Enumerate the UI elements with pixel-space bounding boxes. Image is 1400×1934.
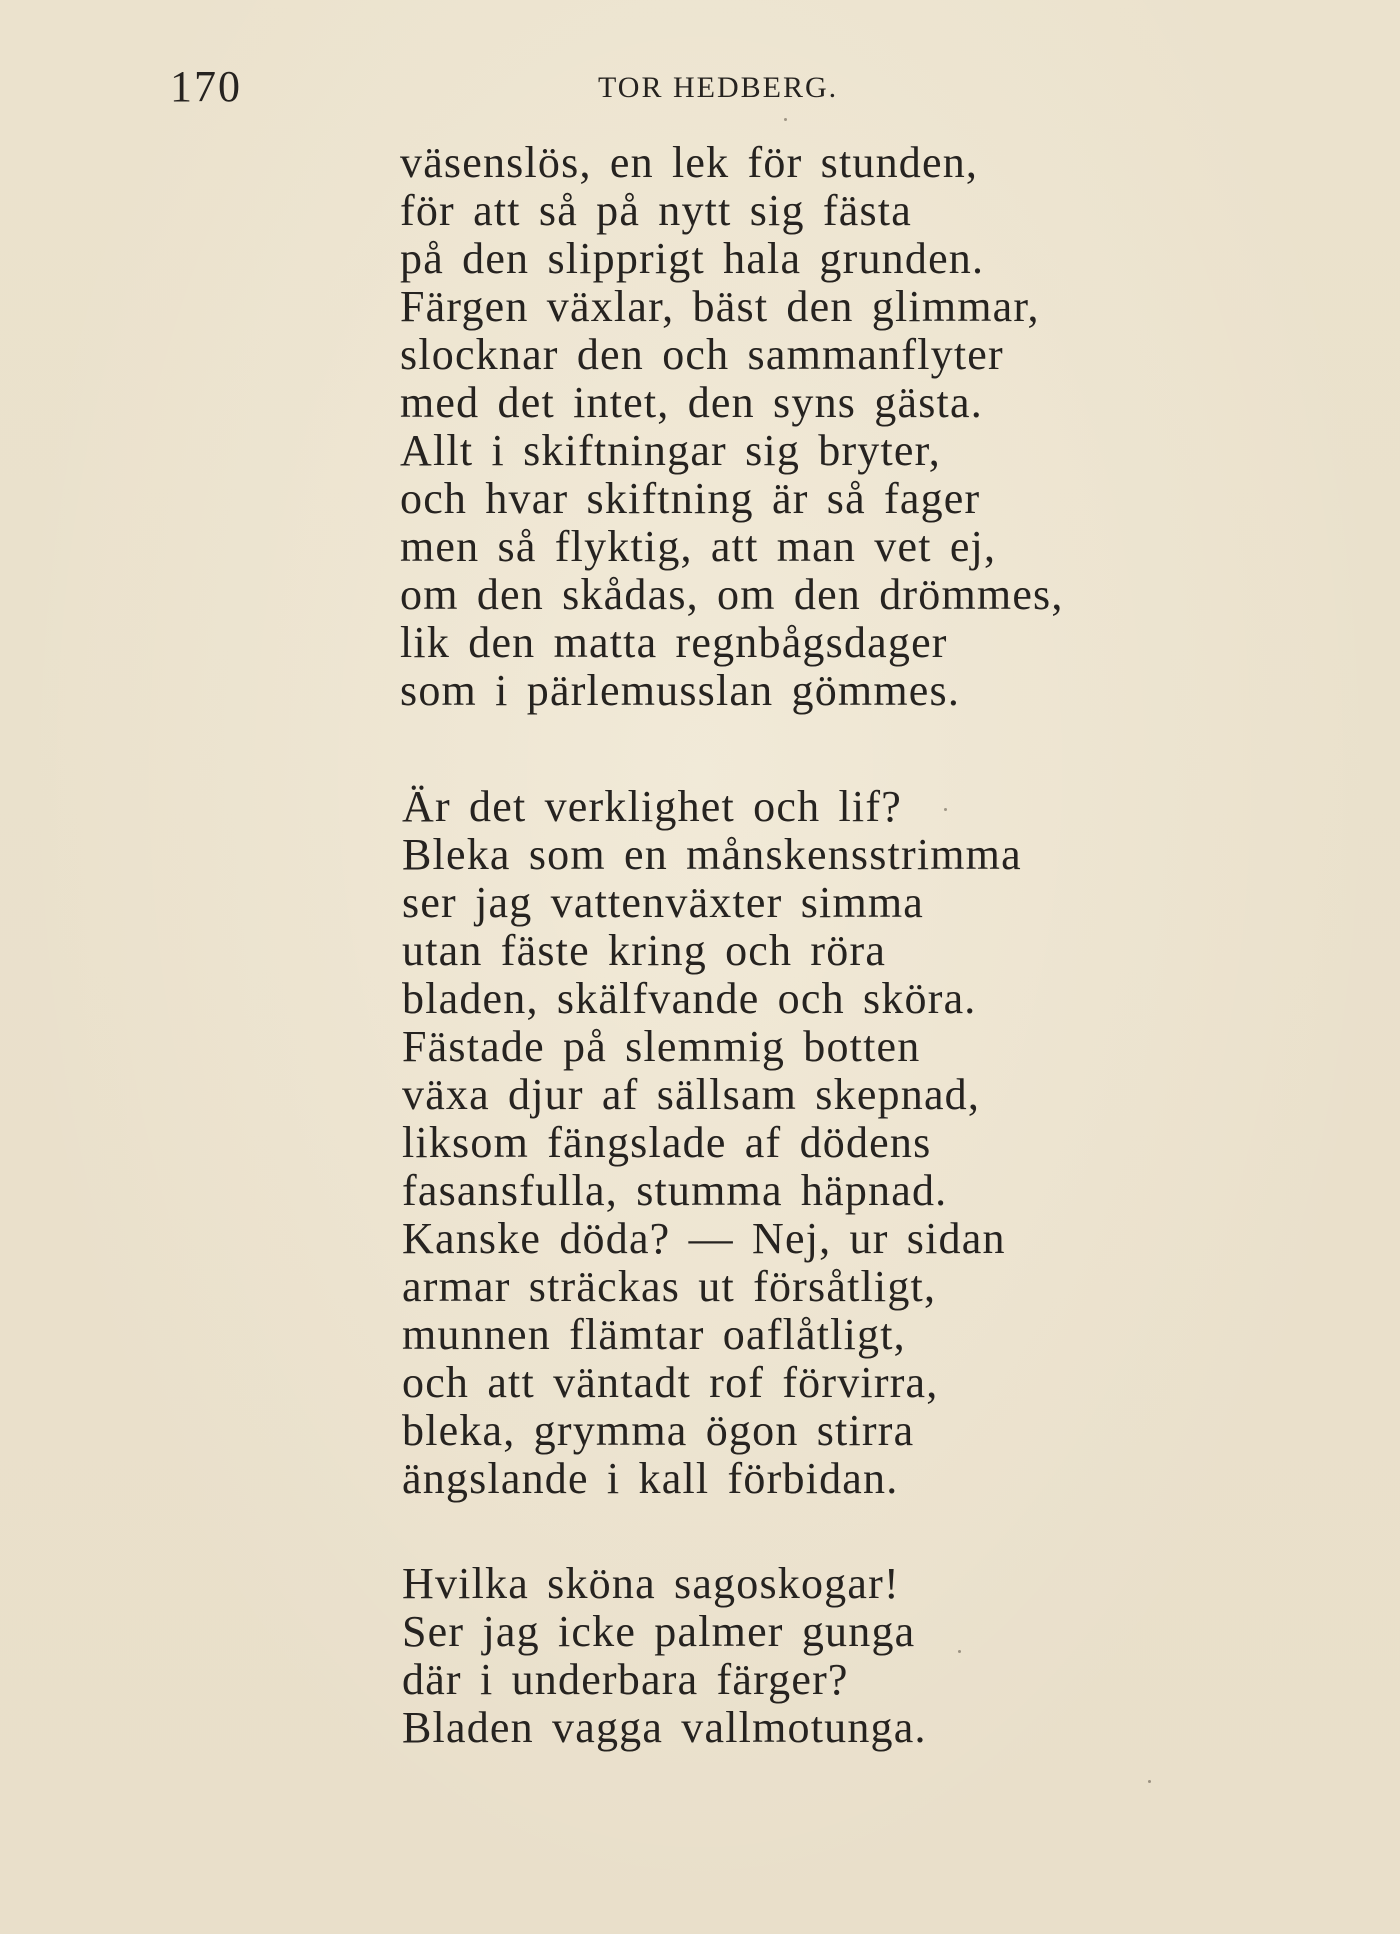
paper-speck [1148,1780,1151,1783]
verse-line: lik den matta regnbågsdager [400,618,948,667]
stanza-2 [402,783,1022,1503]
verse-line: munnen flämtar oaflåtligt, [402,1310,906,1359]
verse-line: Bleka som en månskensstrimma [402,830,1022,879]
verse-line: liksom fängslade af dödens [402,1118,932,1167]
verse-line: ser jag vattenväxter simma [402,878,925,927]
verse-line: med det intet, den syns gästa. [400,378,983,427]
verse-line: Färgen växlar, bäst den glimmar, [400,282,1040,331]
paper-speck [944,808,947,811]
verse-line: och att väntadt rof förvirra, [402,1358,939,1407]
verse-line: Är det verklighet och lif? [402,782,902,831]
verse-line: och hvar skiftning är så fager [400,474,981,523]
stanza-1 [400,139,1064,715]
running-head: TOR HEDBERG. [598,71,839,104]
page-header [0,62,1400,112]
verse-line: för att så på nytt sig fästa [400,186,912,235]
verse-line: bleka, grymma ögon stirra [402,1406,915,1455]
verse-line: fasansfulla, stumma häpnad. [402,1166,948,1215]
verse-line: Hvilka sköna sagoskogar! [402,1559,900,1608]
verse-line: väsenslös, en lek för stunden, [400,138,979,187]
verse-line: Kanske döda? — Nej, ur sidan [402,1214,1006,1263]
verse-line: Allt i skiftningar sig bryter, [400,426,941,475]
verse-line: där i underbara färger? [402,1655,849,1704]
verse-line: Ser jag icke palmer gunga [402,1607,916,1656]
verse-line: Bladen vagga vallmotunga. [402,1703,927,1752]
verse-line: men så flyktig, att man vet ej, [400,522,997,571]
verse-line: växa djur af sällsam skepnad, [402,1070,981,1119]
verse-line: som i pärlemusslan gömmes. [400,666,961,715]
stanza-3 [402,1560,927,1752]
verse-line: slocknar den och sammanflyter [400,330,1004,379]
verse-line: på den slipprigt hala grunden. [400,234,985,283]
page-number: 170 [170,62,242,111]
verse-line: bladen, skälfvande och sköra. [402,974,977,1023]
verse-line: ängslande i kall förbidan. [402,1454,899,1503]
verse-line: armar sträckas ut försåtligt, [402,1262,937,1311]
verse-line: utan fäste kring och röra [402,926,887,975]
paper-speck [958,1650,961,1653]
paper-speck [784,118,787,121]
verse-line: om den skådas, om den drömmes, [400,570,1064,619]
verse-line: Fästade på slemmig botten [402,1022,921,1071]
